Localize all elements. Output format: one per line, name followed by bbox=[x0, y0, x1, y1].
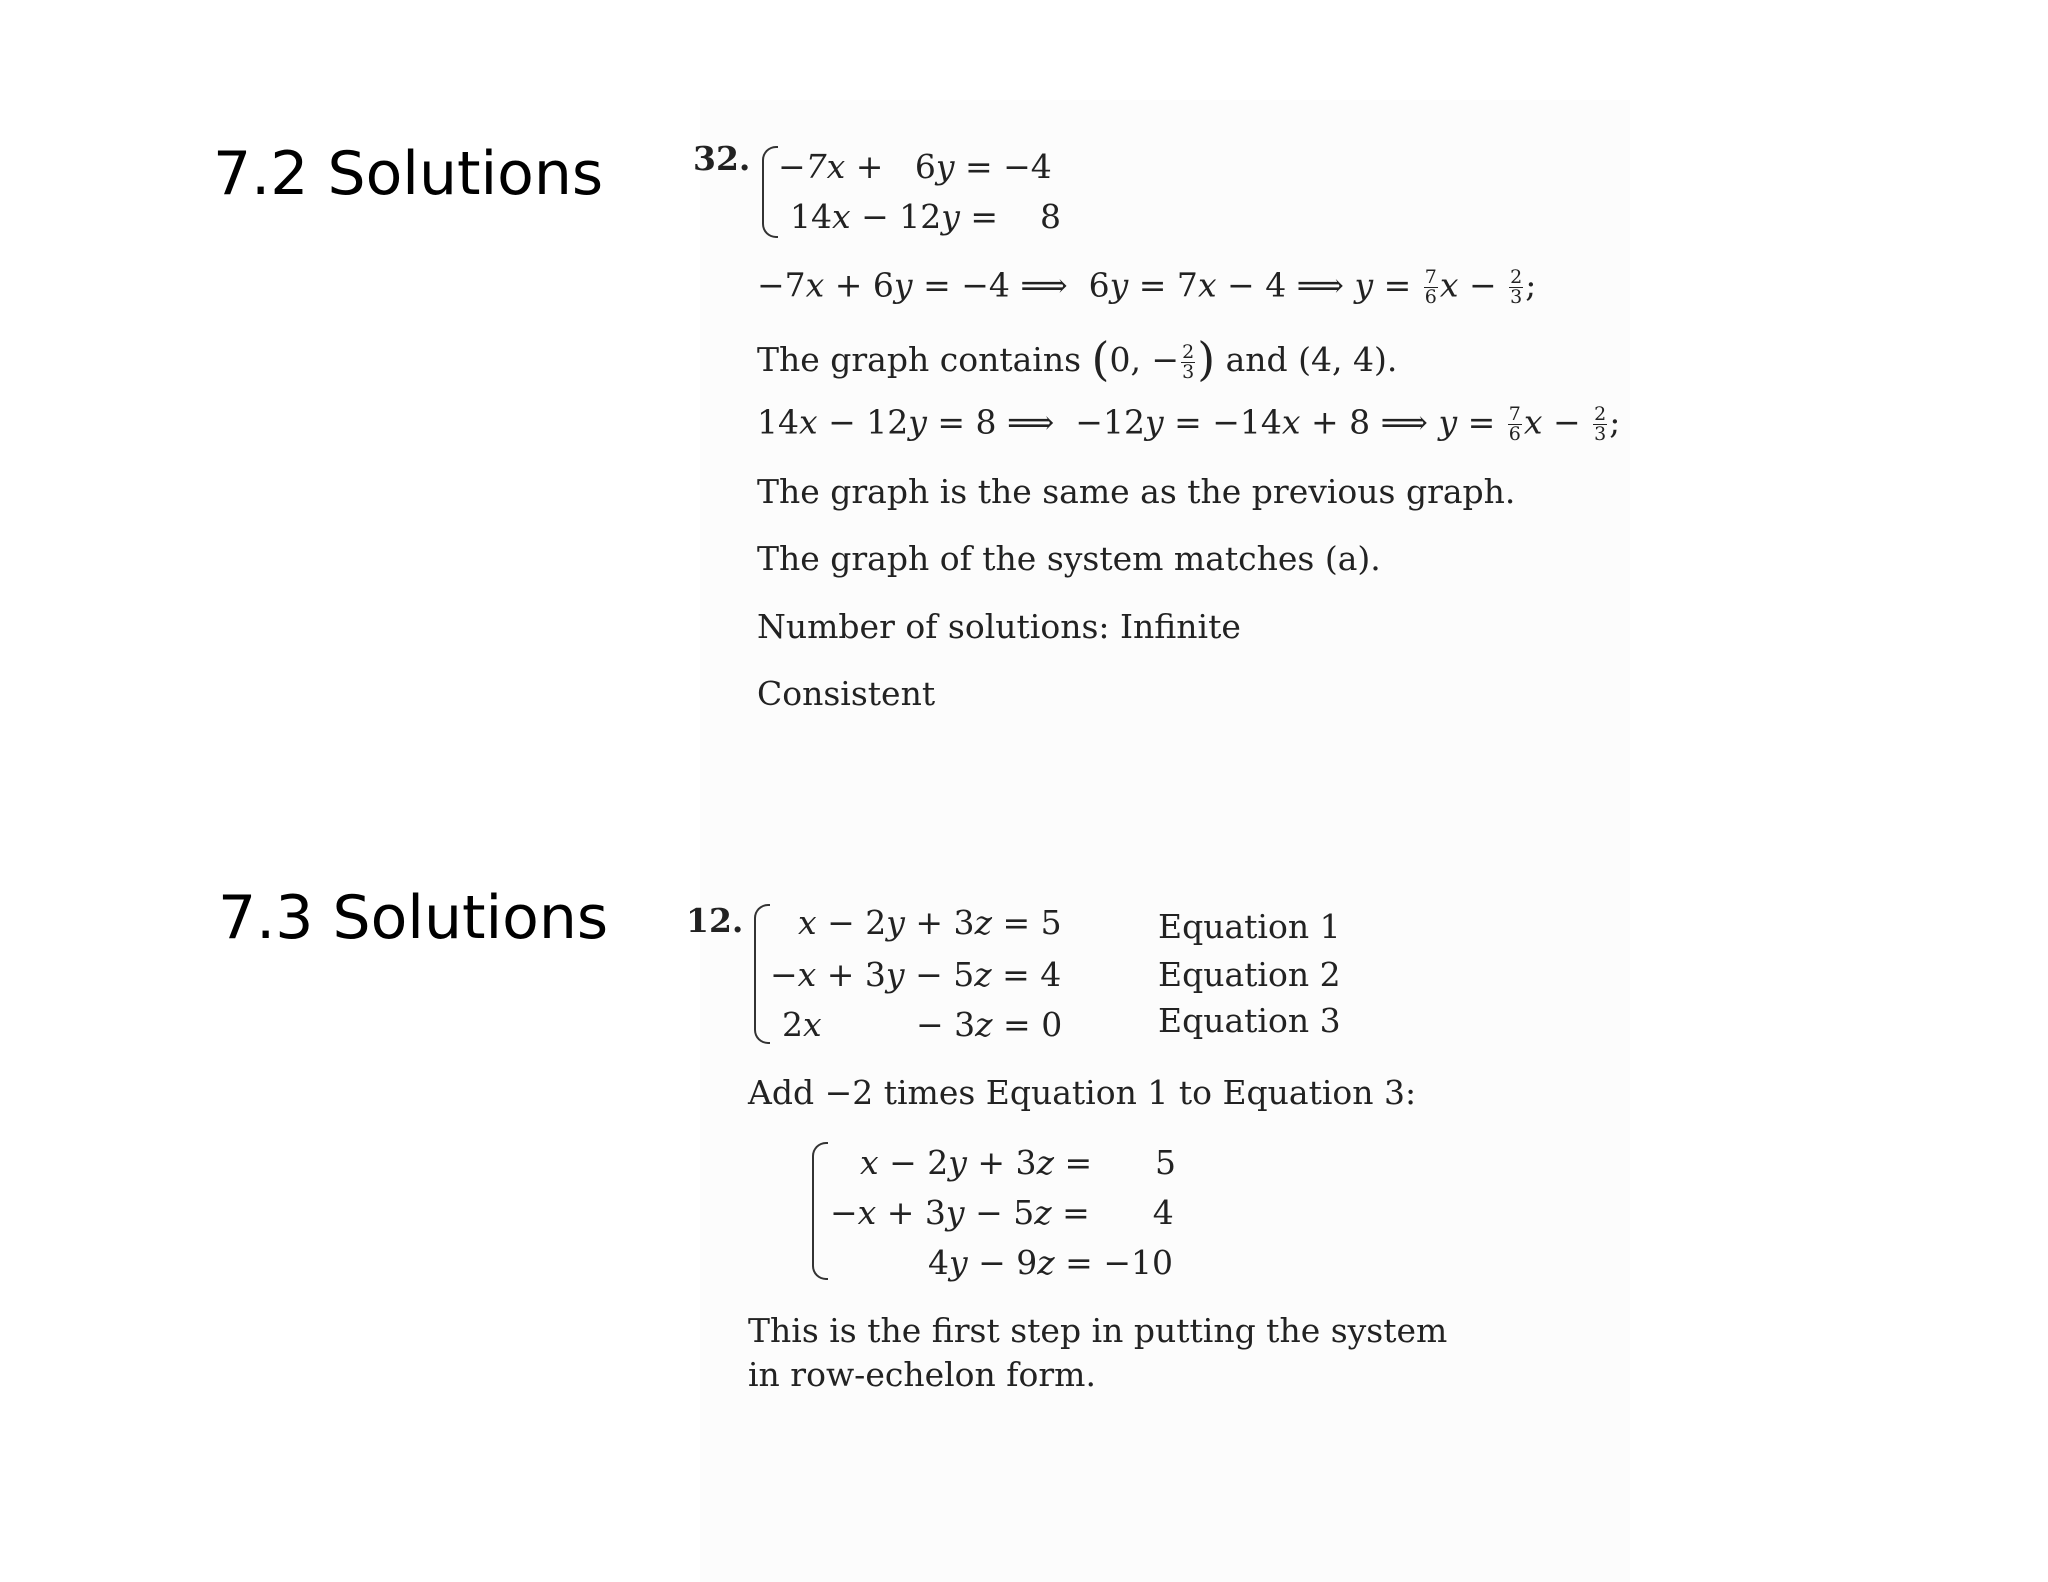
fraction-two-thirds: $\frac{2}{3}$ bbox=[1594, 403, 1607, 445]
system-brace-12 bbox=[754, 904, 770, 1044]
step-3-line: 14x − 12y = 8 ⟹ −12y = −14x + 8 ⟹ y = $\frac{7}{6}$ x − $\frac{2}{3}$ ; bbox=[757, 402, 1621, 445]
system-brace-32 bbox=[762, 146, 778, 238]
new-system-equation-2: −x + 3y − 5z = 4 bbox=[830, 1193, 1174, 1232]
new-system-brace bbox=[812, 1142, 828, 1280]
problem-number-32: 32. bbox=[693, 139, 751, 178]
fraction-seven-sixths: $\frac{7}{6}$ bbox=[1508, 403, 1521, 445]
system-equation-32-1: −7x + 6y = −4 bbox=[778, 147, 1052, 186]
fraction-two-thirds: $\frac{2}{3}$ bbox=[1182, 340, 1195, 383]
solution-count-line: Number of solutions: Infinite bbox=[757, 607, 1241, 646]
step-2-line: The graph contains (0, − $\frac{2}{3}$ ) and (4, 4). bbox=[757, 332, 1398, 386]
system-equation-12-3: 2x − 3z = 0 bbox=[782, 1005, 1063, 1044]
note-line-2: in row-echelon form. bbox=[748, 1355, 1096, 1394]
system-equation-12-1: x − 2y + 3z = 5 bbox=[798, 903, 1062, 942]
section-heading-7-2: 7.2 Solutions bbox=[213, 139, 604, 209]
section-heading-7-3: 7.3 Solutions bbox=[218, 883, 609, 953]
instruction-line: Add −2 times Equation 1 to Equation 3: bbox=[748, 1073, 1417, 1112]
new-system-equation-1: x − 2y + 3z = 5 bbox=[860, 1143, 1177, 1182]
new-system-equation-3: 4y − 9z = −10 bbox=[928, 1243, 1173, 1282]
step-1-line: −7x + 6y = −4 ⟹ 6y = 7x − 4 ⟹ y = $\frac{7}{6}$ x − $\frac{2}{3}$ ; bbox=[757, 265, 1537, 308]
equation-label-1: Equation 1 bbox=[1158, 907, 1341, 946]
graph-match-line: The graph of the system matches (a). bbox=[757, 539, 1381, 578]
fraction-two-thirds: $\frac{2}{3}$ bbox=[1510, 266, 1523, 308]
fraction-seven-sixths: $\frac{7}{6}$ bbox=[1424, 266, 1437, 308]
equation-label-2: Equation 2 bbox=[1158, 955, 1341, 994]
equation-label-3: Equation 3 bbox=[1158, 1001, 1341, 1040]
note-line-1: This is the first step in putting the system bbox=[748, 1311, 1448, 1350]
consistent-line: Consistent bbox=[757, 674, 936, 713]
system-equation-12-2: −x + 3y − 5z = 4 bbox=[770, 955, 1062, 994]
system-equation-32-2: 14x − 12y = 8 bbox=[790, 197, 1062, 236]
problem-number-12: 12. bbox=[686, 901, 744, 940]
same-graph-line: The graph is the same as the previous graph. bbox=[757, 472, 1516, 511]
